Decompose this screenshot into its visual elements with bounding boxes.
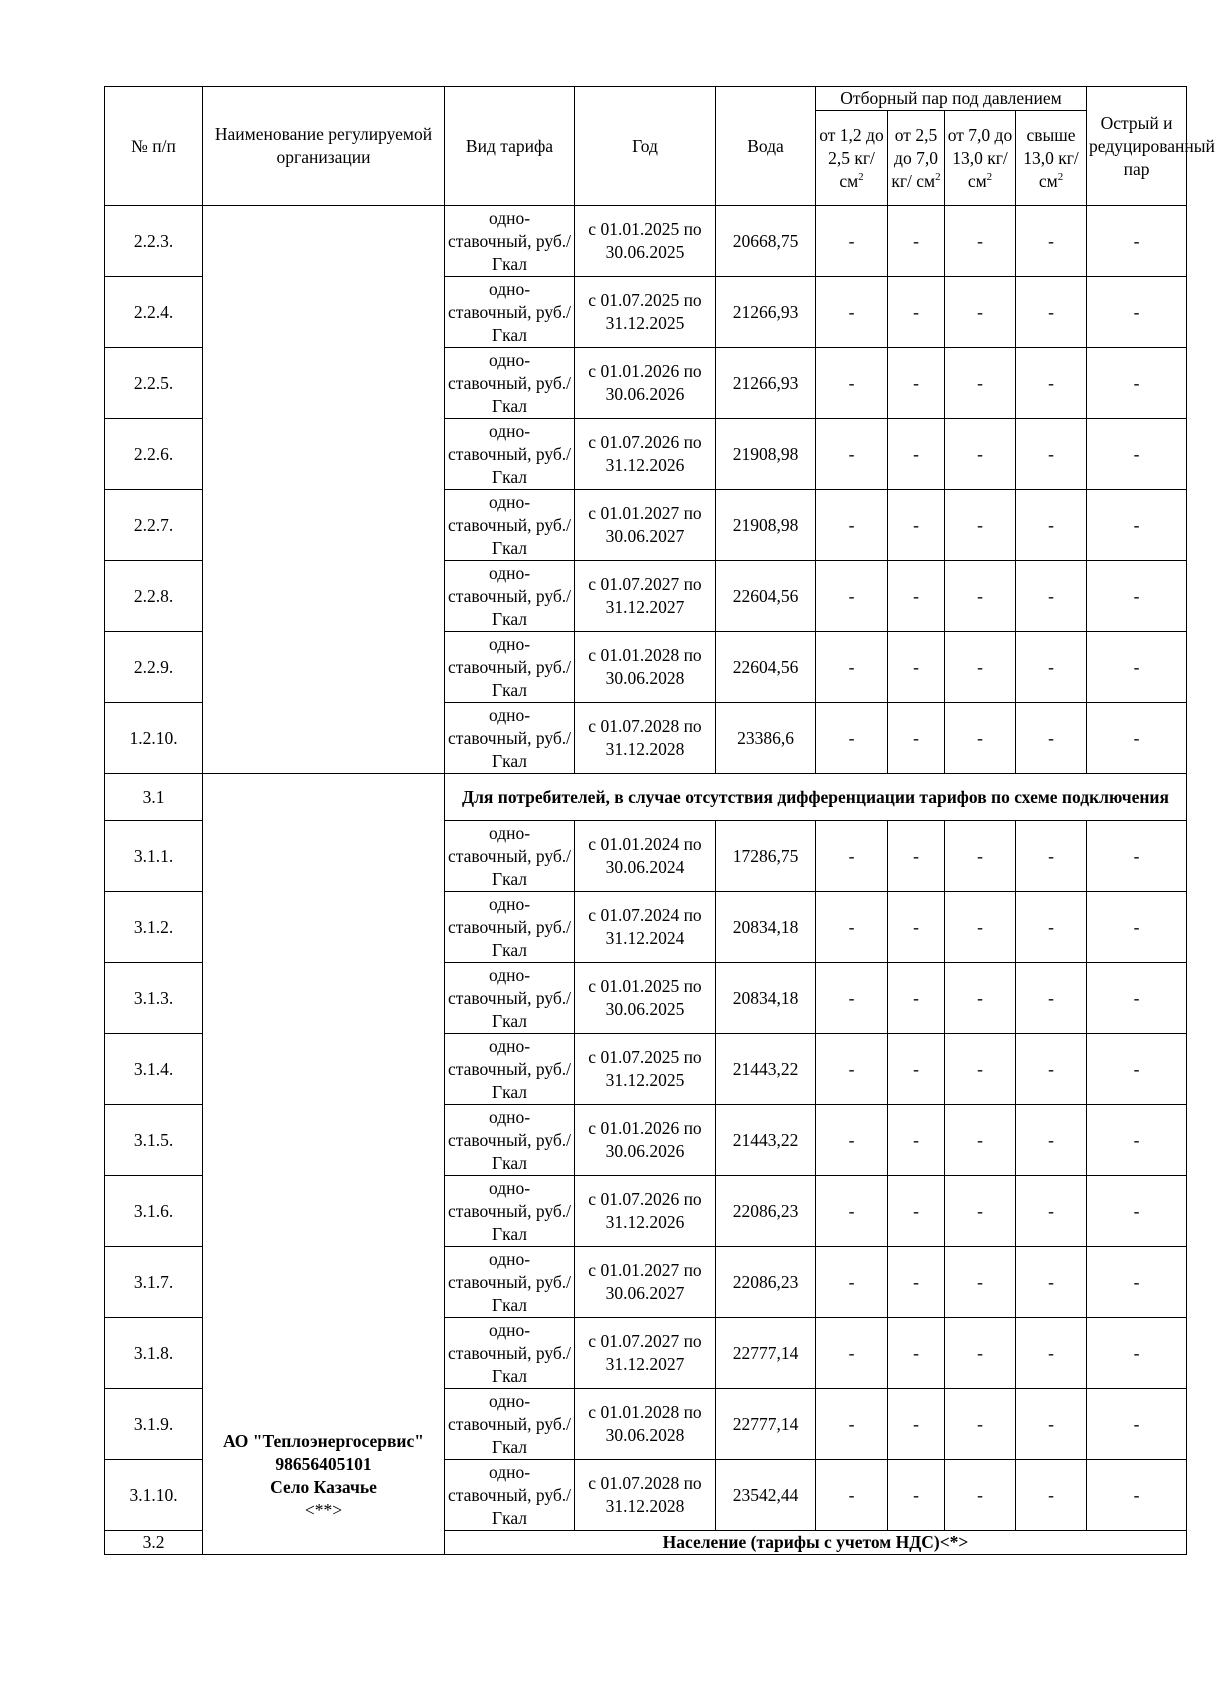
steam-3-cell: -	[945, 892, 1016, 963]
tariff-table	[104, 86, 1215, 1555]
row-number: 3.1.7.	[105, 1247, 203, 1318]
table-row	[105, 206, 1187, 277]
row-number: 2.2.3.	[105, 206, 203, 277]
steam-1-cell: -	[816, 206, 888, 277]
sharp-steam-cell: -	[1087, 1460, 1187, 1531]
period-cell: с 01.01.2027 по 30.06.2027	[575, 1247, 716, 1318]
section-number: 3.1	[105, 774, 203, 821]
steam-2-cell: -	[888, 1176, 945, 1247]
sharp-steam-cell: -	[1087, 963, 1187, 1034]
water-tariff-cell: 21908,98	[716, 490, 816, 561]
steam-2-cell: -	[888, 561, 945, 632]
period-cell: с 01.01.2025 по 30.06.2025	[575, 206, 716, 277]
sharp-steam-cell: -	[1087, 1034, 1187, 1105]
tariff-type-cell: одно- ставочный, руб./Гкал	[445, 1318, 575, 1389]
steam-1-cell: -	[816, 1460, 888, 1531]
period-cell: с 01.01.2028 по 30.06.2028	[575, 1389, 716, 1460]
water-tariff-cell: 17286,75	[716, 821, 816, 892]
steam-2-cell: -	[888, 348, 945, 419]
steam-1-cell: -	[816, 892, 888, 963]
row-number: 3.1.2.	[105, 892, 203, 963]
row-number: 3.1.6.	[105, 1176, 203, 1247]
steam-3-cell: -	[945, 561, 1016, 632]
header-tariff-type: Вид тарифа	[445, 87, 575, 206]
org-place: Село Казачье	[270, 1477, 377, 1497]
steam-1-cell: -	[816, 1034, 888, 1105]
water-tariff-cell: 20834,18	[716, 892, 816, 963]
period-cell: с 01.07.2025 по 31.12.2025	[575, 1034, 716, 1105]
period-cell: с 01.01.2027 по 30.06.2027	[575, 490, 716, 561]
steam-4-cell: -	[1016, 348, 1087, 419]
period-cell: с 01.07.2027 по 31.12.2027	[575, 561, 716, 632]
period-cell: с 01.07.2025 по 31.12.2025	[575, 277, 716, 348]
water-tariff-cell: 22604,56	[716, 632, 816, 703]
sharp-steam-cell: -	[1087, 348, 1187, 419]
steam-1-cell: -	[816, 561, 888, 632]
header-sharp-steam: Острый и редуцированный пар	[1087, 87, 1187, 206]
sharp-steam-cell: -	[1087, 206, 1187, 277]
tariff-type-cell: одно- ставочный, руб./Гкал	[445, 561, 575, 632]
water-tariff-cell: 22086,23	[716, 1247, 816, 1318]
header-num: № п/п	[105, 87, 203, 206]
steam-3-cell: -	[945, 1247, 1016, 1318]
sharp-steam-cell: -	[1087, 490, 1187, 561]
steam-4-cell: -	[1016, 703, 1087, 774]
steam-2-cell: -	[888, 963, 945, 1034]
water-tariff-cell: 22777,14	[716, 1389, 816, 1460]
row-number: 3.1.1.	[105, 821, 203, 892]
tariff-type-cell: одно- ставочный, руб./Гкал	[445, 963, 575, 1034]
period-cell: с 01.01.2025 по 30.06.2025	[575, 963, 716, 1034]
water-tariff-cell: 20834,18	[716, 963, 816, 1034]
period-cell: с 01.01.2024 по 30.06.2024	[575, 821, 716, 892]
tariff-type-cell: одно- ставочный, руб./Гкал	[445, 419, 575, 490]
row-number: 3.1.5.	[105, 1105, 203, 1176]
water-tariff-cell: 21908,98	[716, 419, 816, 490]
water-tariff-cell: 21266,93	[716, 277, 816, 348]
water-tariff-cell: 20668,75	[716, 206, 816, 277]
row-number: 2.2.9.	[105, 632, 203, 703]
section-number: 3.2	[105, 1531, 203, 1555]
sharp-steam-cell: -	[1087, 561, 1187, 632]
section-title: Население (тарифы с учетом НДС)<*>	[445, 1531, 1187, 1555]
period-cell: с 01.07.2026 по 31.12.2026	[575, 419, 716, 490]
water-tariff-cell: 21443,22	[716, 1105, 816, 1176]
steam-3-cell: -	[945, 963, 1016, 1034]
header-water: Вода	[716, 87, 816, 206]
period-cell: с 01.01.2026 по 30.06.2026	[575, 1105, 716, 1176]
sharp-steam-cell: -	[1087, 1247, 1187, 1318]
steam-1-cell: -	[816, 490, 888, 561]
steam-1-cell: -	[816, 632, 888, 703]
steam-4-cell: -	[1016, 892, 1087, 963]
steam-4-cell: -	[1016, 1105, 1087, 1176]
steam-3-cell: -	[945, 277, 1016, 348]
steam-4-cell: -	[1016, 1247, 1087, 1318]
tariff-type-cell: одно- ставочный, руб./Гкал	[445, 1105, 575, 1176]
section-title: Для потребителей, в случае отсутствия дифференциации тарифов по схеме подключения	[445, 774, 1187, 821]
steam-2-cell: -	[888, 1318, 945, 1389]
steam-4-cell: -	[1016, 206, 1087, 277]
water-tariff-cell: 22604,56	[716, 561, 816, 632]
period-cell: с 01.01.2026 по 30.06.2026	[575, 348, 716, 419]
row-number: 3.1.10.	[105, 1460, 203, 1531]
steam-4-cell: -	[1016, 1176, 1087, 1247]
steam-4-cell: -	[1016, 821, 1087, 892]
steam-3-cell: -	[945, 632, 1016, 703]
steam-4-cell: -	[1016, 632, 1087, 703]
tariff-type-cell: одно- ставочный, руб./Гкал	[445, 892, 575, 963]
steam-3-cell: -	[945, 490, 1016, 561]
tariff-type-cell: одно- ставочный, руб./Гкал	[445, 277, 575, 348]
tariff-type-cell: одно- ставочный, руб./Гкал	[445, 206, 575, 277]
steam-4-cell: -	[1016, 963, 1087, 1034]
tariff-type-cell: одно- ставочный, руб./Гкал	[445, 348, 575, 419]
period-cell: с 01.07.2027 по 31.12.2027	[575, 1318, 716, 1389]
steam-2-cell: -	[888, 821, 945, 892]
period-cell: с 01.07.2024 по 31.12.2024	[575, 892, 716, 963]
period-cell: с 01.07.2028 по 31.12.2028	[575, 1460, 716, 1531]
header-year: Год	[575, 87, 716, 206]
org-cell-prev	[203, 206, 445, 774]
water-tariff-cell: 23386,6	[716, 703, 816, 774]
org-cell	[203, 774, 445, 1555]
steam-2-cell: -	[888, 1460, 945, 1531]
steam-3-cell: -	[945, 348, 1016, 419]
sharp-steam-cell: -	[1087, 821, 1187, 892]
steam-3-cell: -	[945, 1105, 1016, 1176]
steam-2-cell: -	[888, 1247, 945, 1318]
row-number: 2.2.6.	[105, 419, 203, 490]
header-org: Наименование регулируемой организации	[203, 87, 445, 206]
tariff-type-cell: одно- ставочный, руб./Гкал	[445, 490, 575, 561]
steam-2-cell: -	[888, 703, 945, 774]
period-cell: с 01.01.2028 по 30.06.2028	[575, 632, 716, 703]
header-steam-2: от 2,5 до 7,0 кг/ $см^2$	[888, 111, 945, 206]
steam-2-cell: -	[888, 490, 945, 561]
sharp-steam-cell: -	[1087, 632, 1187, 703]
period-cell: с 01.07.2026 по 31.12.2026	[575, 1176, 716, 1247]
steam-2-cell: -	[888, 206, 945, 277]
row-number: 3.1.9.	[105, 1389, 203, 1460]
tariff-type-cell: одно- ставочный, руб./Гкал	[445, 632, 575, 703]
sharp-steam-cell: -	[1087, 1105, 1187, 1176]
steam-3-cell: -	[945, 703, 1016, 774]
row-number: 3.1.4.	[105, 1034, 203, 1105]
steam-1-cell: -	[816, 419, 888, 490]
tariff-type-cell: одно- ставочный, руб./Гкал	[445, 703, 575, 774]
steam-4-cell: -	[1016, 1034, 1087, 1105]
sharp-steam-cell: -	[1087, 419, 1187, 490]
row-number: 2.2.5.	[105, 348, 203, 419]
section-row	[105, 774, 1187, 821]
steam-3-cell: -	[945, 419, 1016, 490]
steam-1-cell: -	[816, 1247, 888, 1318]
steam-3-cell: -	[945, 821, 1016, 892]
steam-2-cell: -	[888, 419, 945, 490]
tariff-type-cell: одно- ставочный, руб./Гкал	[445, 1389, 575, 1460]
steam-3-cell: -	[945, 206, 1016, 277]
tariff-type-cell: одно- ставочный, руб./Гкал	[445, 1247, 575, 1318]
sharp-steam-cell: -	[1087, 277, 1187, 348]
steam-4-cell: -	[1016, 490, 1087, 561]
sharp-steam-cell: -	[1087, 703, 1187, 774]
steam-1-cell: -	[816, 963, 888, 1034]
table-body	[105, 206, 1187, 1555]
header-steam-3: от 7,0 до 13,0 кг/ $см^2$	[945, 111, 1016, 206]
period-cell: с 01.07.2028 по 31.12.2028	[575, 703, 716, 774]
steam-1-cell: -	[816, 1389, 888, 1460]
steam-3-cell: -	[945, 1389, 1016, 1460]
steam-2-cell: -	[888, 632, 945, 703]
steam-4-cell: -	[1016, 561, 1087, 632]
row-number: 2.2.4.	[105, 277, 203, 348]
org-code: 98656405101	[275, 1454, 372, 1474]
header-steam-1: от 1,2 до 2,5 кг/ $см^2$	[816, 111, 888, 206]
org-note: <**>	[304, 1500, 343, 1520]
steam-1-cell: -	[816, 821, 888, 892]
sharp-steam-cell: -	[1087, 1389, 1187, 1460]
steam-4-cell: -	[1016, 1389, 1087, 1460]
sharp-steam-cell: -	[1087, 1176, 1187, 1247]
steam-1-cell: -	[816, 1105, 888, 1176]
steam-4-cell: -	[1016, 419, 1087, 490]
steam-3-cell: -	[945, 1176, 1016, 1247]
tariff-type-cell: одно- ставочный, руб./Гкал	[445, 821, 575, 892]
sharp-steam-cell: -	[1087, 892, 1187, 963]
row-number: 1.2.10.	[105, 703, 203, 774]
steam-2-cell: -	[888, 1389, 945, 1460]
tariff-type-cell: одно- ставочный, руб./Гкал	[445, 1460, 575, 1531]
tariff-type-cell: одно- ставочный, руб./Гкал	[445, 1034, 575, 1105]
steam-2-cell: -	[888, 1105, 945, 1176]
tariff-type-cell: одно- ставочный, руб./Гкал	[445, 1176, 575, 1247]
org-name: АО "Теплоэнергосервис"	[222, 1431, 424, 1451]
steam-3-cell: -	[945, 1460, 1016, 1531]
row-number: 3.1.3.	[105, 963, 203, 1034]
steam-2-cell: -	[888, 277, 945, 348]
steam-3-cell: -	[945, 1034, 1016, 1105]
steam-2-cell: -	[888, 892, 945, 963]
steam-2-cell: -	[888, 1034, 945, 1105]
water-tariff-cell: 21443,22	[716, 1034, 816, 1105]
steam-3-cell: -	[945, 1318, 1016, 1389]
water-tariff-cell: 22086,23	[716, 1176, 816, 1247]
steam-1-cell: -	[816, 348, 888, 419]
water-tariff-cell: 21266,93	[716, 348, 816, 419]
steam-1-cell: -	[816, 703, 888, 774]
row-number: 3.1.8.	[105, 1318, 203, 1389]
steam-1-cell: -	[816, 1176, 888, 1247]
steam-4-cell: -	[1016, 1318, 1087, 1389]
water-tariff-cell: 23542,44	[716, 1460, 816, 1531]
header-steam-group: Отборный пар под давлением	[816, 87, 1087, 111]
steam-4-cell: -	[1016, 1460, 1087, 1531]
row-number: 2.2.8.	[105, 561, 203, 632]
steam-4-cell: -	[1016, 277, 1087, 348]
water-tariff-cell: 22777,14	[716, 1318, 816, 1389]
steam-1-cell: -	[816, 1318, 888, 1389]
header-steam-4: свыше 13,0 кг/ $см^2$	[1016, 111, 1087, 206]
sharp-steam-cell: -	[1087, 1318, 1187, 1389]
steam-1-cell: -	[816, 277, 888, 348]
row-number: 2.2.7.	[105, 490, 203, 561]
